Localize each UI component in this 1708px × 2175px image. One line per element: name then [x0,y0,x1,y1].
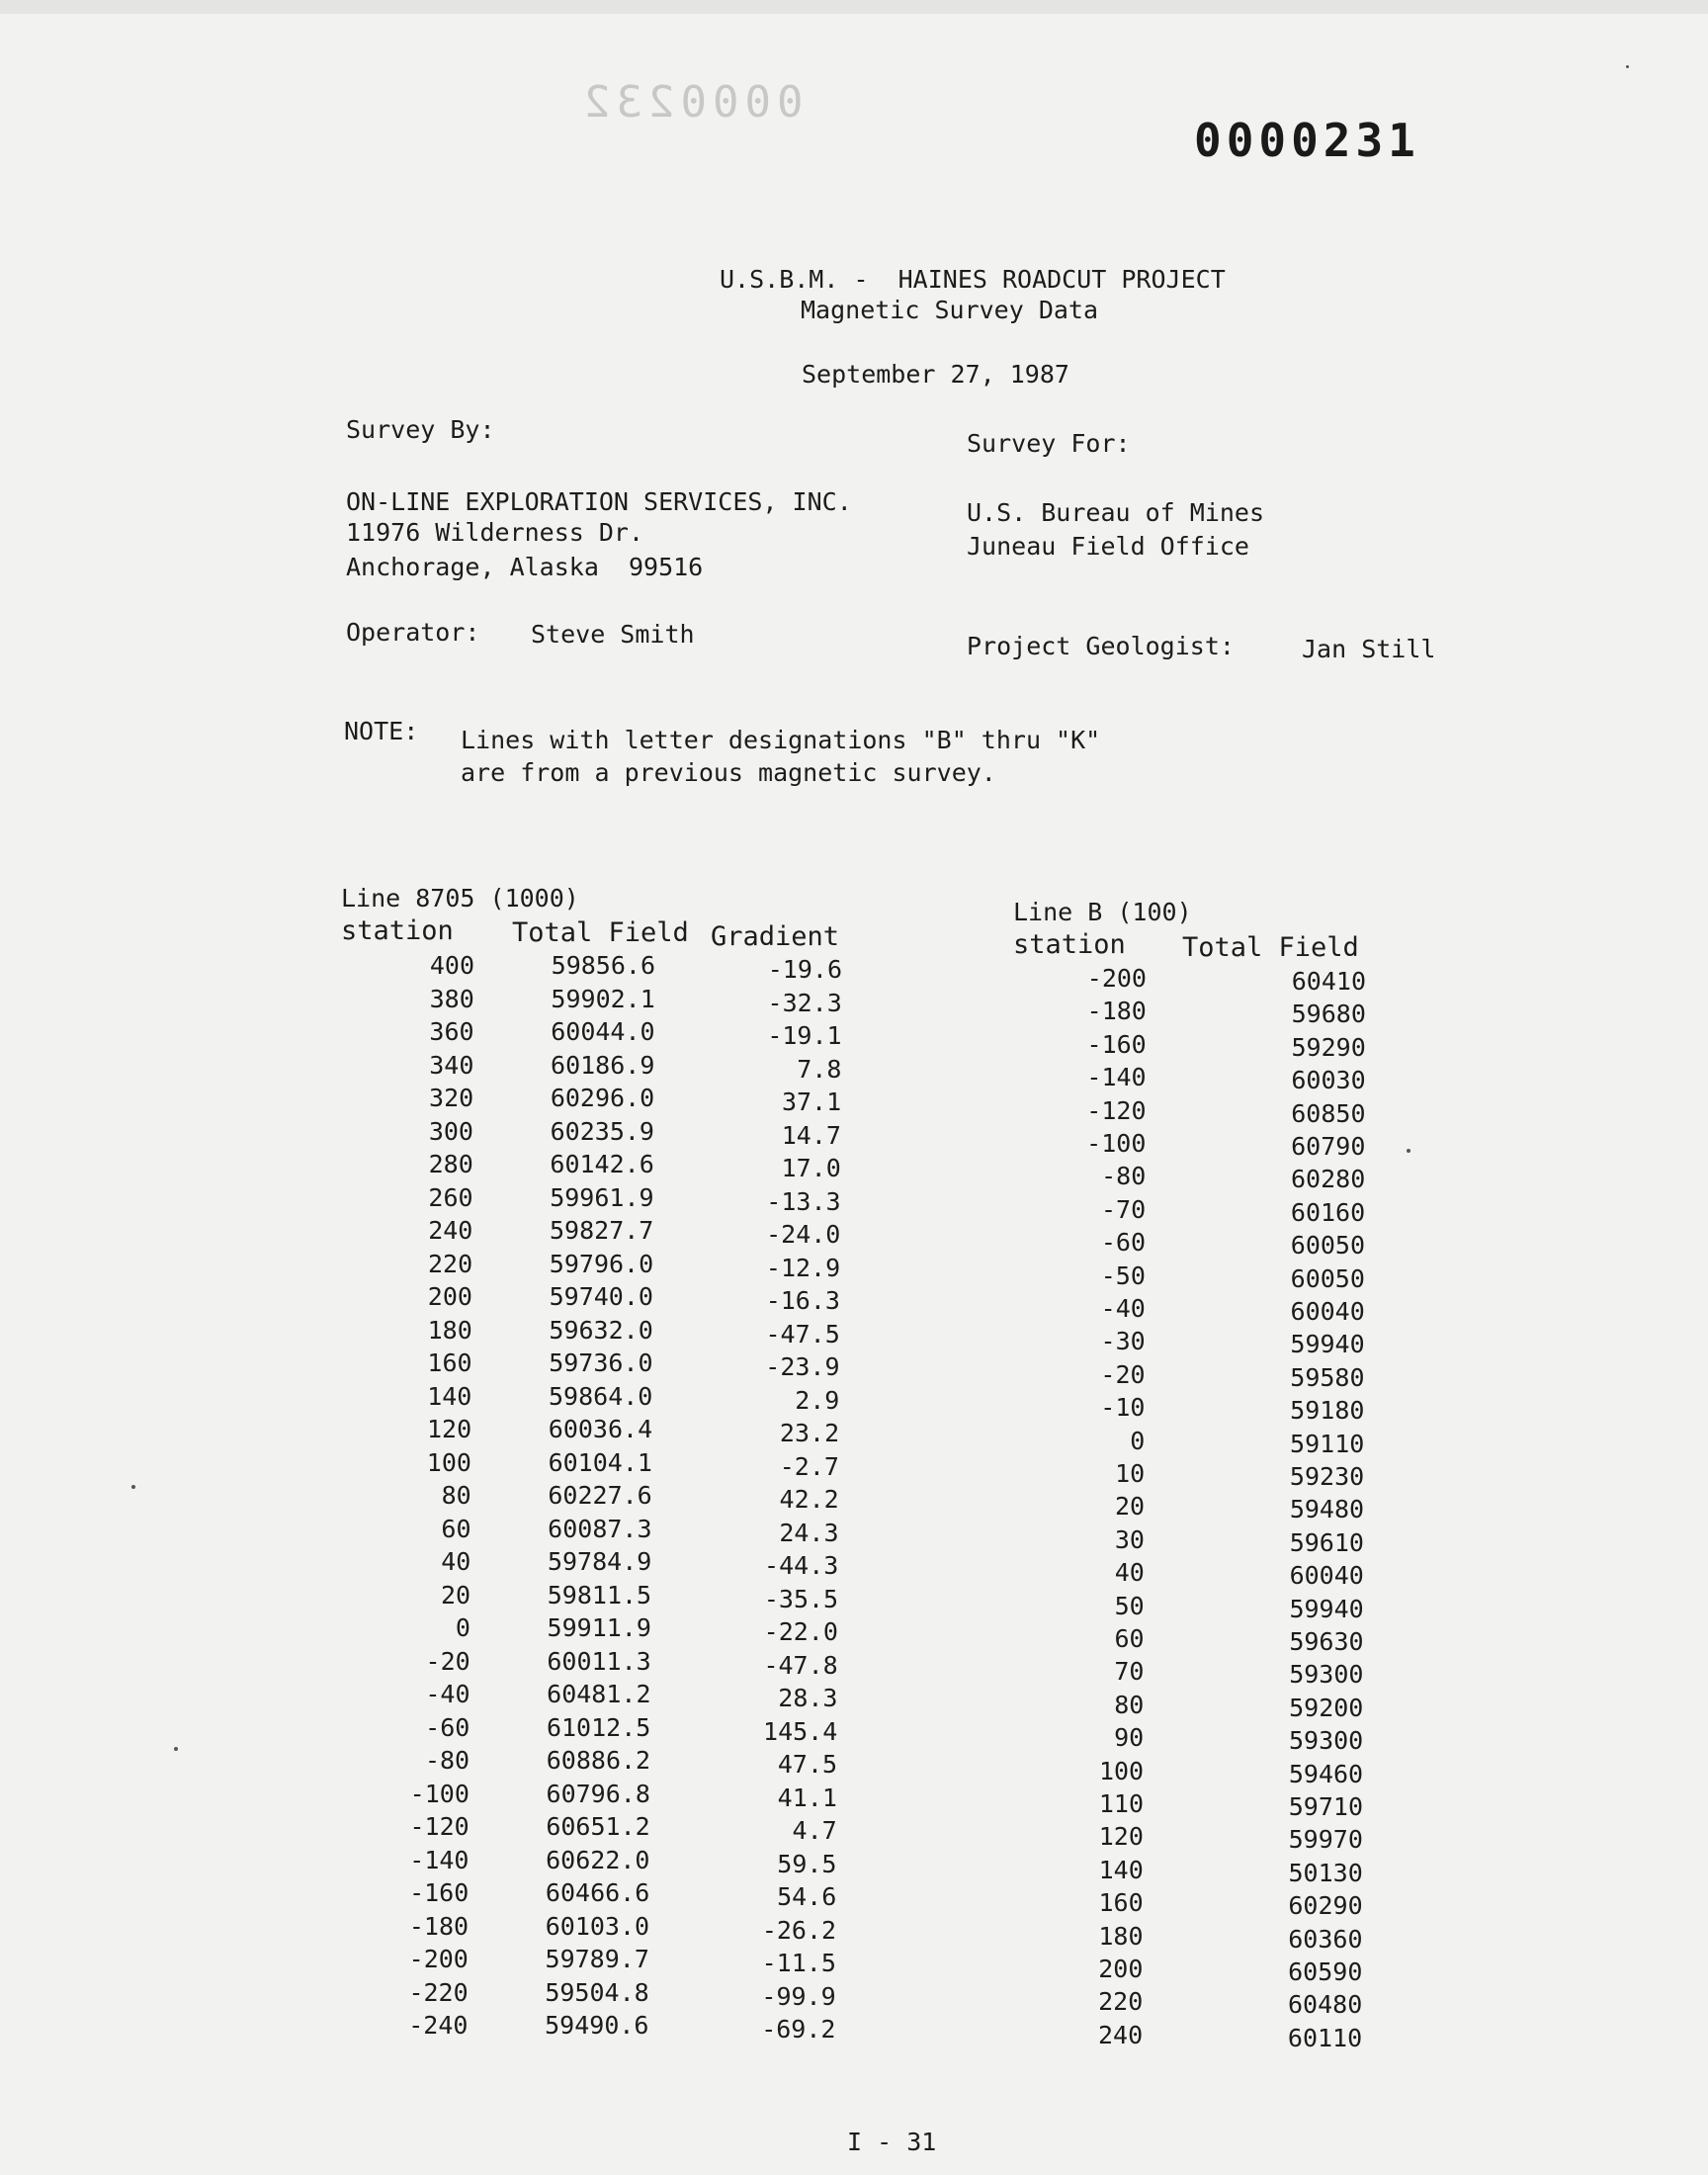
left-gradient-cell: -12.9 [765,1253,841,1282]
right-total-field-cell: 60030 [1291,1066,1366,1095]
scan-speck [131,1485,135,1489]
right-total-field-cell: 60110 [1287,2023,1363,2052]
left-station-cell: -120 [409,1812,470,1841]
client-org-line2: Juneau Field Office [967,532,1249,561]
left-station-cell: 300 [428,1116,473,1146]
left-station-cell: 380 [429,984,474,1013]
left-col-gradient-header: Gradient [711,921,840,952]
company-name: ON-LINE EXPLORATION SERVICES, INC. [346,487,852,516]
right-total-field-cell: 60050 [1290,1231,1366,1261]
right-station-cell: 120 [1098,1822,1144,1852]
right-total-field-cell: 59610 [1289,1527,1364,1557]
left-gradient-cell: 41.1 [777,1783,837,1812]
left-gradient-cell: 7.8 [797,1054,842,1084]
left-gradient-cell: -22.0 [763,1617,838,1646]
right-total-field-cell: 60160 [1290,1197,1366,1227]
right-station-cell: 200 [1098,1955,1144,1983]
right-total-field-cell: 60790 [1291,1132,1366,1161]
right-station-cell: 60 [1114,1624,1145,1653]
left-total-field-cell: 59827.7 [550,1216,654,1245]
document-subtitle: Magnetic Survey Data [801,296,1099,324]
right-station-cell: -160 [1086,1029,1147,1059]
left-station-cell: 40 [441,1547,471,1576]
left-total-field-cell: 60481.2 [547,1680,651,1708]
left-gradient-cell: -32.3 [767,988,842,1017]
left-station-cell: 360 [429,1017,474,1046]
right-total-field-cell: 59970 [1288,1825,1363,1855]
left-total-field-cell: 59632.0 [549,1315,653,1345]
right-station-cell: -120 [1086,1095,1147,1125]
left-station-cell: 200 [427,1282,472,1311]
left-total-field-cell: 59740.0 [549,1282,653,1311]
right-station-cell: 80 [1114,1690,1145,1719]
left-station-cell: 160 [427,1348,472,1377]
left-total-field-cell: 59856.6 [551,951,655,980]
right-station-cell: -60 [1100,1228,1147,1258]
left-gradient-cell: 37.1 [781,1088,842,1116]
right-total-field-cell: 60050 [1290,1263,1365,1293]
left-total-field-cell: 60104.1 [548,1447,652,1477]
left-table-title: Line 8705 (1000) [341,884,579,913]
left-total-field-cell: 60651.2 [546,1812,650,1841]
left-gradient-cell: -23.9 [765,1352,840,1381]
right-station-cell: -80 [1101,1162,1147,1191]
left-station-cell: -240 [408,2011,469,2040]
left-total-field-cell: 60227.6 [548,1481,652,1510]
survey-by-label: Survey By: [346,415,495,444]
left-station-cell: -100 [409,1779,470,1808]
right-station-cell: 180 [1098,1921,1144,1951]
right-station-cell: -20 [1100,1359,1146,1389]
right-total-field-cell: 59480 [1289,1495,1365,1524]
left-total-field-cell: 59864.0 [548,1381,653,1411]
right-total-field-cell: 60480 [1288,1990,1363,2020]
right-total-field-cell: 60360 [1288,1924,1363,1954]
client-org-line1: U.S. Bureau of Mines [967,498,1265,527]
left-total-field-cell: 60296.0 [550,1084,655,1112]
left-total-field-cell: 60103.0 [545,1911,650,1941]
geologist-label: Project Geologist: [967,632,1235,660]
right-station-cell: 220 [1098,1987,1144,2017]
left-total-field-cell: 59811.5 [547,1580,652,1610]
left-gradient-cell: -47.5 [765,1319,840,1348]
left-col-station-header: station [341,915,454,946]
left-total-field-cell: 59504.8 [545,1977,649,2007]
right-total-field-cell: 60410 [1291,967,1366,996]
bleed-through-number: 0000232 [578,77,804,128]
survey-date: September 27, 1987 [802,360,1069,389]
right-station-cell: 240 [1098,2020,1144,2049]
left-gradient-cell: 54.6 [777,1882,837,1911]
right-station-cell: 160 [1098,1888,1144,1918]
left-gradient-cell: 42.2 [779,1485,839,1514]
left-gradient-cell: -11.5 [761,1949,836,1977]
operator-name: Steve Smith [531,620,695,649]
left-gradient-cell: -47.8 [763,1650,838,1680]
left-gradient-cell: -69.2 [761,2015,836,2044]
right-total-field-cell: 59630 [1289,1627,1364,1656]
left-total-field-cell: 60186.9 [551,1050,655,1080]
operator-label: Operator: [346,618,480,647]
company-address-line1: 11976 Wilderness Dr. [346,518,644,547]
left-gradient-cell: 17.0 [781,1154,841,1182]
right-station-cell: -30 [1100,1327,1146,1356]
left-total-field-cell: 59490.6 [545,2011,649,2040]
note-label: NOTE: [344,717,419,745]
left-station-cell: 20 [441,1580,471,1610]
geologist-name: Jan Still [1302,635,1436,663]
left-total-field-cell: 59784.9 [547,1547,652,1576]
left-total-field-cell: 60796.8 [546,1779,650,1808]
left-total-field-cell: 61012.5 [546,1712,651,1742]
left-total-field-cell: 59796.0 [549,1249,654,1278]
left-gradient-cell: -2.7 [779,1451,839,1481]
right-total-field-cell: 59110 [1290,1429,1365,1458]
scan-speck [1407,1149,1410,1153]
left-total-field-cell: 60622.0 [546,1845,650,1874]
right-station-cell: -40 [1100,1294,1146,1323]
left-total-field-cell: 60044.0 [551,1017,655,1046]
right-total-field-cell: 59300 [1289,1660,1364,1690]
left-station-cell: 140 [427,1381,472,1411]
left-station-cell: -40 [425,1680,470,1708]
left-station-cell: 100 [426,1447,471,1477]
right-station-cell: -140 [1086,1063,1147,1092]
right-total-field-cell: 59940 [1290,1330,1365,1359]
left-total-field-cell: 60466.6 [545,1878,650,1907]
left-gradient-cell: 24.3 [779,1518,839,1547]
left-gradient-cell: -19.6 [767,955,842,984]
right-total-field-cell: 59290 [1291,1032,1366,1062]
right-total-field-cell: 59300 [1288,1726,1364,1756]
right-total-field-cell: 59180 [1290,1396,1365,1426]
left-total-field-cell: 60142.6 [550,1150,654,1178]
left-station-cell: 280 [428,1150,473,1178]
left-gradient-cell: 23.2 [779,1419,840,1447]
left-total-field-cell: 60235.9 [550,1116,654,1146]
left-gradient-cell: 47.5 [777,1750,838,1779]
left-station-cell: -140 [409,1845,470,1874]
left-total-field-cell: 59911.9 [547,1613,651,1642]
scan-speck [1626,65,1629,68]
left-total-field-cell: 60011.3 [547,1646,651,1676]
right-col-station-header: station [1013,929,1126,960]
left-gradient-cell: -24.0 [766,1220,841,1249]
right-station-cell: 100 [1098,1756,1145,1785]
right-total-field-cell: 59460 [1288,1759,1364,1788]
right-station-cell: 20 [1114,1492,1146,1522]
left-total-field-cell: 60886.2 [546,1746,651,1775]
left-station-cell: 180 [427,1315,472,1345]
right-total-field-cell: 59710 [1288,1792,1363,1821]
right-station-cell: 110 [1098,1789,1144,1818]
left-total-field-cell: 60036.4 [548,1415,653,1443]
right-station-cell: -200 [1086,964,1147,993]
left-gradient-cell: -16.3 [765,1286,840,1315]
right-total-field-cell: 59580 [1290,1362,1365,1392]
left-station-cell: 320 [429,1084,474,1112]
left-total-field-cell: 59902.1 [551,984,655,1013]
document-title: U.S.B.M. - HAINES ROADCUT PROJECT [720,265,1226,294]
right-station-cell: 40 [1114,1558,1145,1588]
right-total-field-cell: 59940 [1289,1594,1364,1623]
left-gradient-cell: 145.4 [763,1716,838,1746]
right-station-cell: 70 [1114,1657,1145,1687]
left-station-cell: -20 [425,1646,470,1676]
note-line1: Lines with letter designations "B" thru "K" [461,726,1101,754]
right-total-field-cell: 59200 [1289,1693,1364,1722]
right-total-field-cell: 60850 [1291,1098,1366,1128]
right-total-field-cell: 60040 [1290,1297,1365,1326]
left-gradient-cell: -99.9 [761,1981,836,2011]
right-station-cell: -10 [1100,1393,1146,1423]
right-station-cell: 50 [1114,1591,1145,1620]
right-station-cell: 30 [1114,1524,1145,1554]
right-total-field-cell: 60590 [1288,1958,1363,1986]
left-col-total-field-header: Total Field [512,917,689,948]
right-station-cell: 10 [1115,1459,1146,1488]
left-station-cell: 240 [428,1216,473,1245]
scan-speck [174,1747,178,1751]
left-station-cell: -200 [408,1945,469,1973]
right-total-field-cell: 59680 [1291,1000,1366,1029]
left-station-cell: 400 [429,951,474,980]
survey-for-label: Survey For: [967,429,1131,458]
right-station-cell: -100 [1086,1129,1147,1158]
right-station-cell: 0 [1130,1426,1146,1455]
left-total-field-cell: 59961.9 [550,1182,654,1212]
page-top-edge [0,0,1708,14]
left-station-cell: -160 [409,1878,470,1907]
left-station-cell: -180 [408,1911,470,1941]
left-gradient-cell: -26.2 [761,1915,837,1945]
left-station-cell: 120 [426,1415,472,1443]
left-gradient-cell: 59.5 [777,1849,837,1878]
left-station-cell: -60 [425,1712,470,1742]
right-station-cell: -50 [1100,1261,1146,1290]
right-total-field-cell: 50130 [1288,1858,1363,1887]
right-total-field-cell: 60040 [1289,1561,1364,1591]
left-gradient-cell: 4.7 [792,1816,837,1845]
left-station-cell: 0 [455,1613,470,1642]
left-station-cell: 80 [441,1481,471,1510]
left-total-field-cell: 60087.3 [548,1514,652,1543]
note-line2: are from a previous magnetic survey. [461,758,996,787]
right-station-cell: 140 [1098,1855,1144,1884]
right-table-title: Line B (100) [1013,898,1192,926]
right-total-field-cell: 59230 [1289,1462,1365,1491]
left-gradient-cell: -13.3 [766,1186,841,1216]
right-station-cell: 90 [1114,1723,1145,1753]
right-total-field-cell: 60290 [1288,1891,1363,1921]
page-number: I - 31 [847,2128,937,2156]
left-gradient-cell: -44.3 [764,1551,839,1580]
left-total-field-cell: 59736.0 [549,1348,653,1377]
left-total-field-cell: 59789.7 [545,1945,649,1973]
left-station-cell: -80 [424,1746,470,1775]
company-address-line2: Anchorage, Alaska 99516 [346,553,704,581]
right-station-cell: -70 [1101,1194,1147,1224]
left-gradient-cell: -35.5 [763,1584,839,1613]
left-gradient-cell: -19.1 [767,1021,842,1050]
left-gradient-cell: 14.7 [781,1120,841,1150]
left-station-cell: 60 [441,1514,471,1543]
right-station-cell: -180 [1086,997,1147,1026]
left-gradient-cell: 2.9 [795,1385,840,1415]
left-gradient-cell: 28.3 [778,1684,838,1712]
right-col-total-field-header: Total Field [1182,932,1359,963]
left-station-cell: 260 [428,1182,473,1212]
left-station-cell: 220 [428,1249,473,1278]
left-station-cell: 340 [429,1050,474,1080]
left-station-cell: -220 [408,1977,469,2007]
right-total-field-cell: 60280 [1291,1165,1366,1194]
document-number: 0000231 [1194,114,1420,167]
